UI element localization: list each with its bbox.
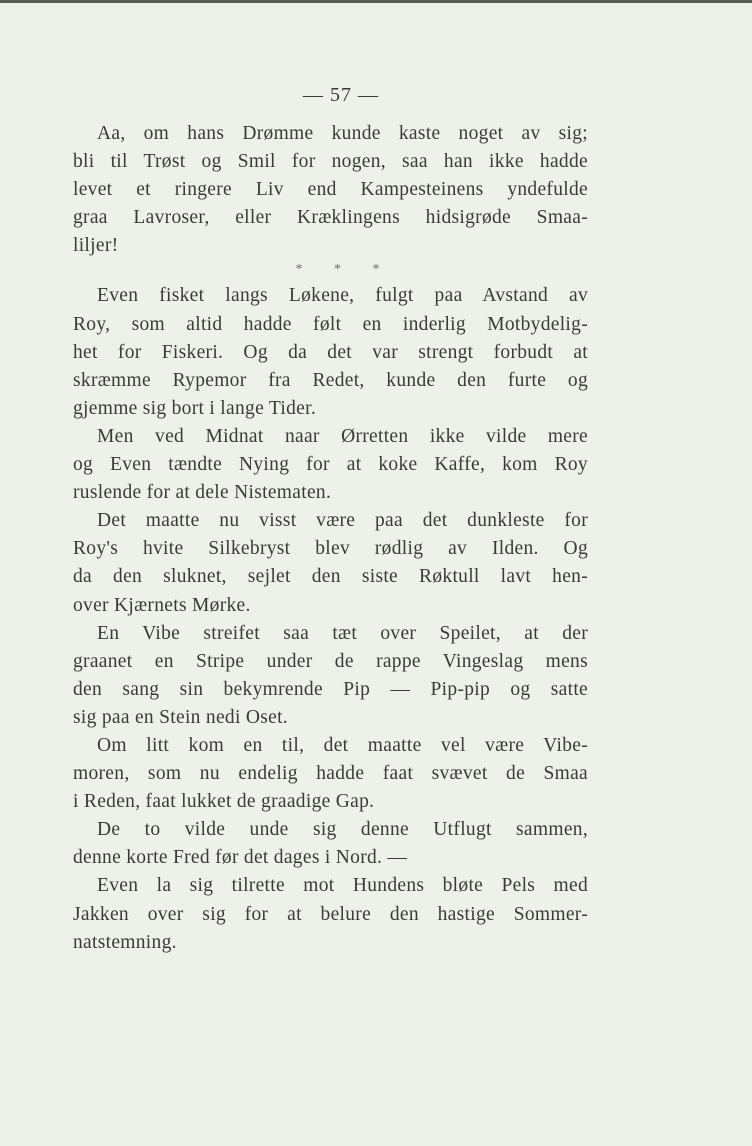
paragraph	[73, 732, 588, 816]
text-line: graanet en Stripe under de rappe Vingeslag mens	[73, 650, 588, 672]
paragraph	[73, 816, 588, 872]
text-line: skræmme Rypemor fra Redet, kunde den furte og	[73, 369, 588, 391]
text-line: Roy's hvite Silkebryst blev rødlig av Ilden. Og	[73, 538, 588, 560]
text-line: natstemning.	[73, 931, 177, 953]
text-line: En Vibe streifet saa tæt over Speilet, at der	[97, 622, 588, 644]
paragraph	[73, 872, 588, 956]
text-line: Even fisket langs Løkene, fulgt paa Avstand av	[97, 285, 588, 307]
paragraph	[73, 423, 588, 507]
text-line: Even la sig tilrette mot Hundens bløte Pels med	[97, 875, 588, 897]
text-line: het for Fiskeri. Og da det var strengt forbudt at	[73, 341, 588, 363]
paragraph	[73, 282, 588, 422]
text-line: over Kjærnets Mørke.	[73, 594, 251, 616]
text-line: gjemme sig bort i lange Tider.	[73, 397, 316, 419]
scan-edge	[0, 0, 752, 3]
text-line: Roy, som altid hadde følt en inderlig Motbydelig-	[73, 313, 588, 335]
text-line: i Reden, faat lukket de graadige Gap.	[73, 791, 375, 813]
page-body	[73, 120, 588, 957]
text-line: liljer!	[73, 235, 119, 257]
text-line: sig paa en Stein nedi Oset.	[73, 706, 288, 728]
paragraph	[73, 620, 588, 732]
text-line: Aa, om hans Drømme kunde kaste noget av sig;	[97, 123, 588, 144]
text-line: ruslende for at dele Nistematen.	[73, 482, 332, 504]
page-number: — 57 —	[303, 84, 379, 106]
text-line: Det maatte nu visst være paa det dunkleste for	[97, 510, 588, 532]
section-separator: * * *	[295, 262, 394, 278]
text-line: Om litt kom en til, det maatte vel være Vibe-	[97, 734, 588, 756]
text-line: og Even tændte Nying for at koke Kaffe, kom Roy	[73, 454, 588, 476]
text-line: levet et ringere Liv end Kampesteinens yndefulde	[73, 179, 588, 201]
text-line: den sang sin bekymrende Pip — Pip-pip og satte	[73, 678, 588, 700]
text-line: bli til Trøst og Smil for nogen, saa han ikke hadde	[73, 151, 588, 173]
text-line: Jakken over sig for at belure den hastige Sommer-	[73, 903, 588, 925]
paragraph	[73, 120, 588, 260]
text-line: moren, som nu endelig hadde faat svævet de Smaa	[73, 763, 588, 785]
text-line: De to vilde unde sig denne Utflugt sammen,	[97, 819, 588, 841]
text-line: Men ved Midnat naar Ørretten ikke vilde mere	[97, 425, 588, 447]
paragraph	[73, 507, 588, 619]
text-line: da den sluknet, sejlet den siste Røktull lavt hen-	[73, 566, 588, 588]
text-line: graa Lavroser, eller Kræklingens hidsigrøde Smaa-	[73, 207, 588, 229]
text-line: denne korte Fred før det dages i Nord. —	[73, 847, 408, 869]
